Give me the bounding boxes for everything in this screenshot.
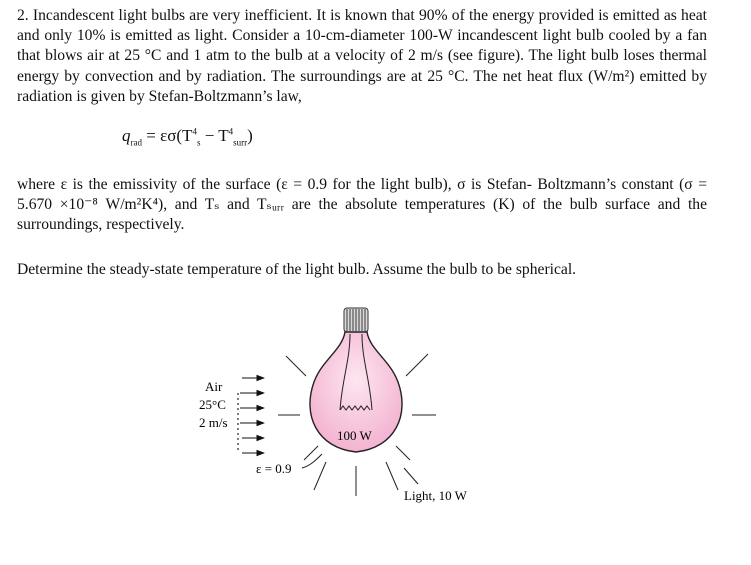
velocity-label: 2 m/s (199, 415, 228, 430)
eq-tsurr-sup: 4 (228, 126, 234, 137)
problem-paragraph-3: Determine the steady-state temperature of the light bulb. Assume the bulb to be spherical. (17, 261, 577, 278)
emissivity-label: ε = 0.9 (256, 461, 292, 476)
eq-tsurr-sub: surr (233, 137, 248, 148)
eq-close: ) (247, 126, 253, 145)
eq-ts-sub: s (196, 137, 201, 148)
light-output-label: Light, 10 W (404, 488, 467, 503)
eq-minus: − T (200, 126, 229, 145)
eq-lhs-sub: rad (130, 137, 142, 148)
eq-lhs: q (122, 126, 131, 145)
eq-ts-sup: 4 (192, 126, 197, 137)
bulb-base (344, 308, 368, 332)
power-label: 100 W (337, 428, 372, 443)
air-label: Air (205, 379, 223, 394)
temperature-label: 25°C (199, 397, 226, 412)
light-leader (404, 468, 418, 484)
eq-rhs-prefix: = εσ(T (142, 126, 193, 145)
air-flow-arrows (238, 378, 264, 453)
problem-paragraph-1: 2. Incandescent light bulbs are very inefficient. It is known that 90% of the energy provided is emitted as heat and only 10% is emitted as light. Consider a 10-cm-diameter 100-W incandescent light bulb cooled by a fan that blows air at 25 °C and 1 atm to the bulb at a velocity of 2 m/s (see figure). The light bulb loses thermal energy by convection and by radiation. The surroundings are at 25 °C. The net heat flux (W/m²) emitted by radiation is given by Stefan-Boltzmann’s law, (17, 7, 707, 105)
problem-paragraph-2: where ε is the emissivity of the surface (ε = 0.9 for the light bulb), σ is Stefan- Boltzmann’s constant (σ = 5.670 ×10⁻⁸ W/m²K⁴), and Tₛ and Tₛᵤᵣᵣ are the absolute temperatures (K) of the bulb surface and the surroundings, respectively. (17, 176, 707, 234)
emissivity-leader (302, 454, 322, 468)
